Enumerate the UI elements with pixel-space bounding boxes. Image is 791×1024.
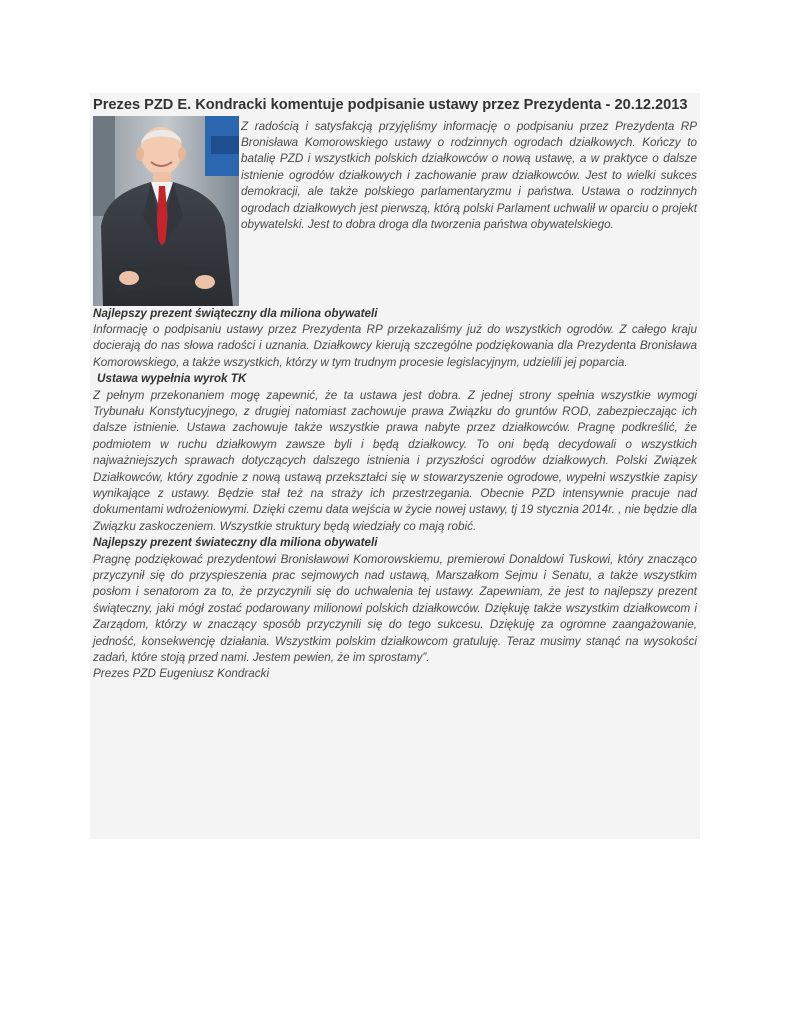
president-portrait-photo: [93, 116, 239, 306]
article-title: Prezes PZD E. Kondracki komentuje podpisanie ustawy przez Prezydenta - 20.12.2013: [93, 97, 688, 113]
section-heading-thanks: Najlepszy prezent świateczny dla miliona obywateli: [93, 536, 378, 550]
section-paragraph-gift: Informację o podpisaniu ustawy przez Prezydenta RP przekazaliśmy już do wszystkich ogrodów. Z całego kraju docierają do nas słowa radości i uznania. Działkowcy kierują szczególne podziękowania dla Prezydenta Bronisława Komorowskiego, a także wszystkich, którzy w tym trudnym procesie legislacyjnym, udzielili jej poparcia.: [93, 322, 697, 369]
section-heading-tk-ruling: Ustawa wypełnia wyrok TK: [97, 372, 247, 386]
section-paragraph-thanks: Pragnę podziękować prezydentowi Bronisławowi Komorowskiemu, premierowi Donaldowi Tuskowi, który znacząco przyczynił się do przyspieszenia prac sejmowych nad ustawą, Marszałkom Sejmu i Senatu, a także wszystkim posłom i senatorom za to, że przyczynili się do uchwalenia tej ustawy. Zapewniam, że jest to najlepszy prezent świąteczny, jaki mógł zostać podarowany milionowi polskich działkowców. Dziękuję także wszystkim działkowcom i Zarządom, którzy w znaczący sposób przyczynili się do tego sukcesu. Dziękuję za ogromne zaangażowanie, jedność, konsekwencję działania. Wszystkim polskim działkowcom gratuluję. Teraz musimy stanąć na wysokości zadań, które stoją przed nami. Jestem pewien, że im sprostamy”.: [93, 552, 697, 665]
article: [90, 93, 700, 839]
section-paragraph-tk-ruling: Z pełnym przekonaniem mogę zapewnić, że ta ustawa jest dobra. Z jednej strony spełnia wszystkie wymogi Trybunału Konstytucyjnego, z drugiej natomiast zachowuje prawa Związku do gruntów ROD, zabezpieczając ich dalsze istnienie. Ustawa zachowuje także wszystkie prawa nabyte przez działkowców. Pragnę podkreślić, że podmiotem w ruchu działkowym zawsze byli i będą działkowcy. To oni będą decydowali o wszystkich najważniejszych sprawach dotyczących dalszego istnienia i przyszłości ogrodów działkowych. Polski Związek Działkowców, który zgodnie z nową ustawą przekształci się w stowarzyszenie ogrodowe, wypełni wszystkie zapisy wynikające z ustawy. Będzie stał też na straży ich przestrzegania. Obecnie PZD intensywnie pracuje nad dokumentami wdrożeniowymi. Dzięki czemu data wejścia w życie nowej ustawy, tj 19 stycznia 2014r. , nie będzie dla Związku zaskoczeniem. Wszystkie struktury będą wiedziały co mają robić.: [93, 388, 697, 533]
intro-paragraph: Z radością i satysfakcją przyjęliśmy informację o podpisaniu przez Prezydenta RP Bronisława Komorowskiego ustawy o rodzinnych ogrodach działkowych. Kończy to batalię PZD i wszystkich polskich działkowców o nową ustawę, a w praktyce o dalsze istnienie ogrodów działkowych i zachowanie praw działkowców. Jest to wielki sukces demokracji, ale także polskiego parlamentaryzmu i państwa. Ustawa o rodzinnych ogrodach działkowych jest pierwszą, którą polski Parlament uchwalił w oparciu o projekt obywatelski. Jest to dobra droga dla tworzenia państwa obywatelskiego.: [241, 119, 697, 231]
section-heading-gift: Najlepszy prezent świąteczny dla miliona obywateli: [93, 306, 378, 320]
signature: Prezes PZD Eugeniusz Kondracki: [93, 667, 270, 681]
